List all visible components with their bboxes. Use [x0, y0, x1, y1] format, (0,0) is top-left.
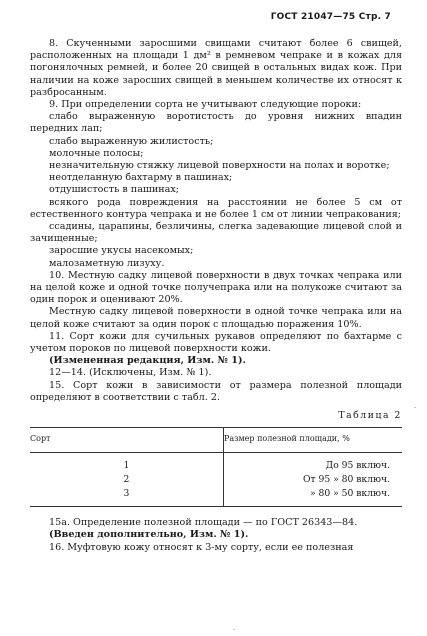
- paragraph-10: 10. Местную садку лицевой поверхности в двух точках чепрака или на целой коже и одной точке получепрака или на полукоже считают за один порок и оценивают 20%.: [30, 269, 402, 306]
- cell-sort: 1: [30, 452, 223, 473]
- list-item: малозаметную лизуху.: [49, 257, 165, 269]
- paragraph-11: 11. Сорт кожи для сучильных рукавов определяют по бахтарме с учетом пороков по лицевой поверхности кожи.: [30, 330, 402, 355]
- list-item: слабо выраженную воротистость до уровня нижних впадин передних лап;: [30, 111, 402, 135]
- paragraph-9: 9. При определении сорта не учитывают следующие пороки:: [49, 99, 362, 111]
- cell-sort: 2: [30, 473, 223, 487]
- paragraph-15a: 15а. Определение полезной площади — по ГОСТ 26343—84.: [49, 517, 358, 529]
- table-row: [30, 473, 402, 487]
- paragraph-16: 16. Муфтовую кожу относят к 3-му сорту, если ее полезная: [49, 541, 354, 553]
- grade-table: [30, 427, 402, 507]
- paragraph-8: 8. Скученными заросшими свищами считают более 6 свищей, расположенных на площади 1 дм² в ремневом чепраке и в кожах для погонялочных ремней, и более 20 свищей в остальных видах кож. При наличии на коже заросших свищей в меньшем количестве их относят к разбросанным.: [30, 38, 402, 98]
- table-row: [30, 452, 402, 473]
- list-item: неотделанную бахтарму в пашинах;: [49, 172, 233, 184]
- document-body: [30, 38, 402, 554]
- list-item: слабо выраженную жилистость;: [49, 135, 214, 147]
- cell-size: До 95 включ.: [325, 459, 390, 471]
- table-row: [30, 487, 402, 507]
- list-item: всякого рода повреждения на расстоянии не более 5 см от естественного контура чепрака и не более 1 см от линии чепракования;: [30, 196, 402, 220]
- list-item: заросшие укусы насекомых;: [49, 245, 194, 257]
- list-item: отдушистость в пашинах;: [49, 184, 179, 196]
- paragraph-10-cont: Местную садку лицевой поверхности в одной точке чепрака или на целой коже считают за один порок с площадью поражения 10%.: [30, 306, 402, 330]
- amendment-note: (Введен дополнительно, Изм. № 1).: [49, 529, 249, 541]
- amendment-note: (Измененная редакция, Изм. № 1).: [49, 355, 246, 367]
- list-item: незначительную стяжку лицевой поверхности на полах и воротке;: [49, 160, 390, 172]
- cell-sort: 3: [30, 487, 223, 507]
- list-item: ссадины, царапины, безличины, слегка задевающие лицевой слой и зачищенные;: [30, 221, 402, 245]
- page-header: ГОСТ 21047—75 Стр. 7: [270, 12, 391, 22]
- column-header-sort: Сорт: [30, 428, 223, 452]
- margin-mark: ·: [414, 404, 417, 412]
- column-header-size: Размер полезной площади, %: [223, 428, 402, 452]
- table-caption: Таблица 2: [338, 410, 402, 422]
- cell-size: От 95 » 80 включ.: [302, 473, 390, 485]
- paragraph-15: 15. Сорт кожи в зависимости от размера полезной площади определяют в соответствии с табл. 2.: [30, 379, 402, 403]
- paragraph-12-14: 12—14. (Исключены, Изм. № 1).: [49, 367, 212, 379]
- margin-mark: ·: [233, 626, 236, 634]
- cell-size: » 80 » 50 включ.: [223, 487, 402, 507]
- list-item: молочные полосы;: [49, 147, 144, 159]
